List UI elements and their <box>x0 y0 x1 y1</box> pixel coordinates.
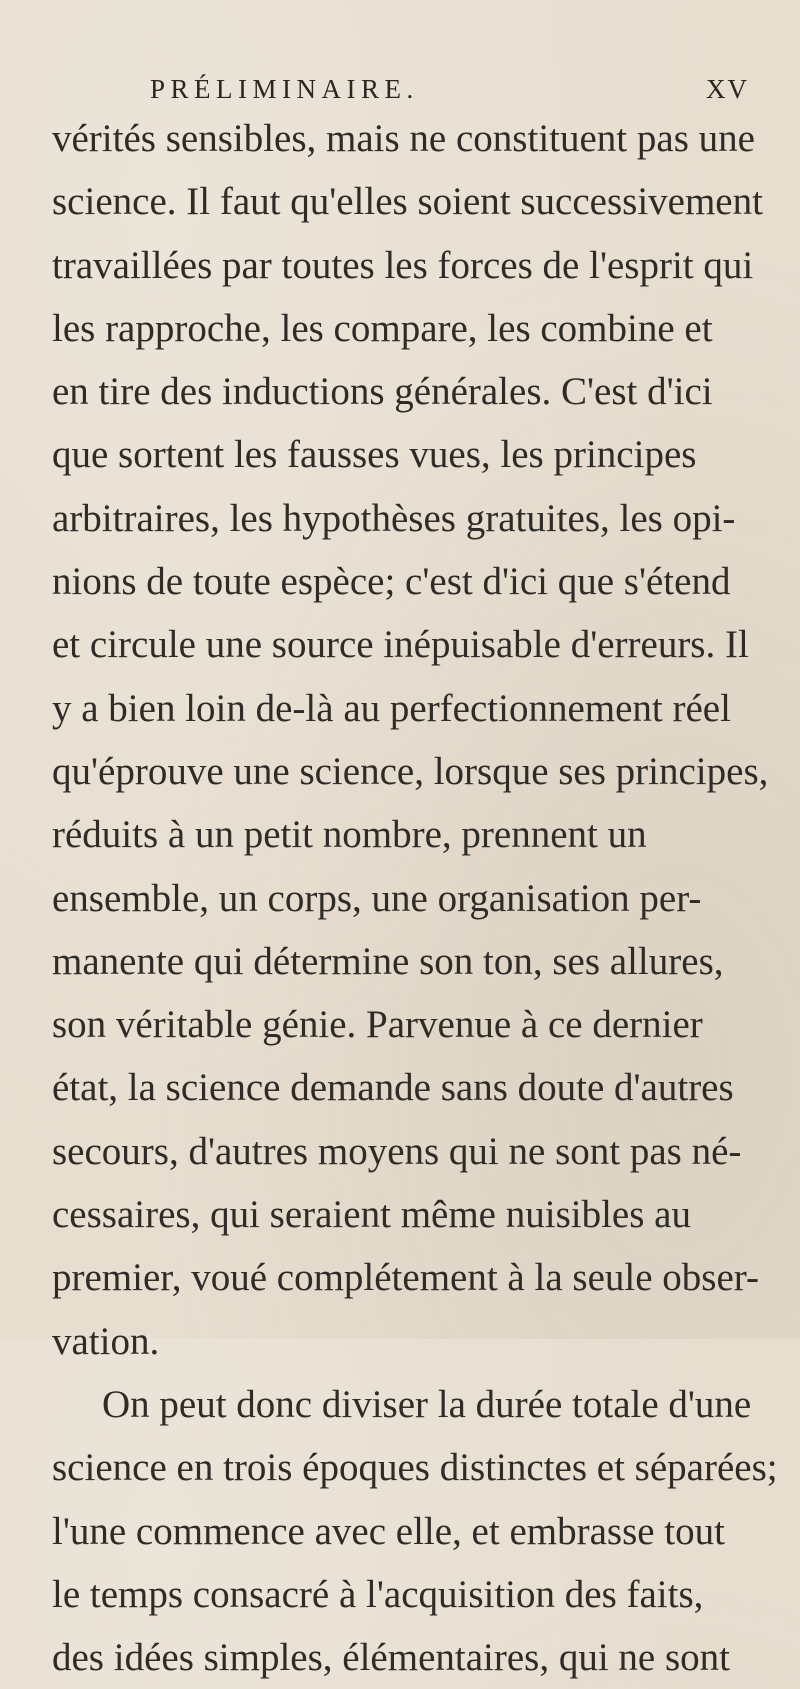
text-line: travaillées par toutes les forces de l'esprit qui <box>52 243 754 287</box>
text-line: cessaires, qui seraient même nuisibles au <box>52 1193 691 1237</box>
text-line: science. Il faut qu'elles soient successivement <box>52 180 763 224</box>
text-line: l'une commence avec elle, et embrasse tout <box>52 1509 725 1553</box>
running-title: PRÉLIMINAIRE. <box>150 74 419 104</box>
text-line: en tire des inductions générales. C'est d'ici <box>52 370 713 414</box>
text-line: secours, d'autres moyens qui ne sont pas né- <box>52 1129 742 1173</box>
paragraph-start-line: On peut donc diviser la durée totale d'une <box>102 1382 752 1426</box>
page-number: XV <box>706 74 749 104</box>
text-line: des idées simples, élémentaires, qui ne sont <box>52 1636 731 1680</box>
text-line: réduits à un petit nombre, prennent un <box>52 813 647 857</box>
text-line: premier, voué complétement à la seule obser- <box>52 1256 759 1300</box>
text-line: nions de toute espèce; c'est d'ici que s'étend <box>52 560 731 604</box>
text-line: les rapproche, les compare, les combine et <box>52 306 713 350</box>
text-line: qu'éprouve une science, lorsque ses principes, <box>52 749 769 793</box>
text-line: son véritable génie. Parvenue à ce dernier <box>52 1003 703 1047</box>
body-text <box>52 107 778 1689</box>
text-line: vérités sensibles, mais ne constituent pas une <box>52 117 755 160</box>
text-line: que sortent les fausses vues, les principes <box>52 433 697 477</box>
text-line: manente qui détermine son ton, ses allures, <box>52 939 724 983</box>
text-line: science en trois époques distinctes et séparées; <box>52 1446 778 1490</box>
running-head <box>0 66 800 106</box>
text-line: état, la science demande sans doute d'autres <box>52 1066 734 1110</box>
text-line: le temps consacré à l'acquisition des faits, <box>52 1572 704 1616</box>
text-line: vation. <box>52 1319 160 1363</box>
text-line: et circule une source inépuisable d'erreurs. Il <box>52 623 749 667</box>
text-line: ensemble, un corps, une organisation per- <box>52 876 702 920</box>
text-line: arbitraires, les hypothèses gratuites, les opi- <box>52 496 736 540</box>
text-line: y a bien loin de-là au perfectionnement réel <box>52 686 731 730</box>
